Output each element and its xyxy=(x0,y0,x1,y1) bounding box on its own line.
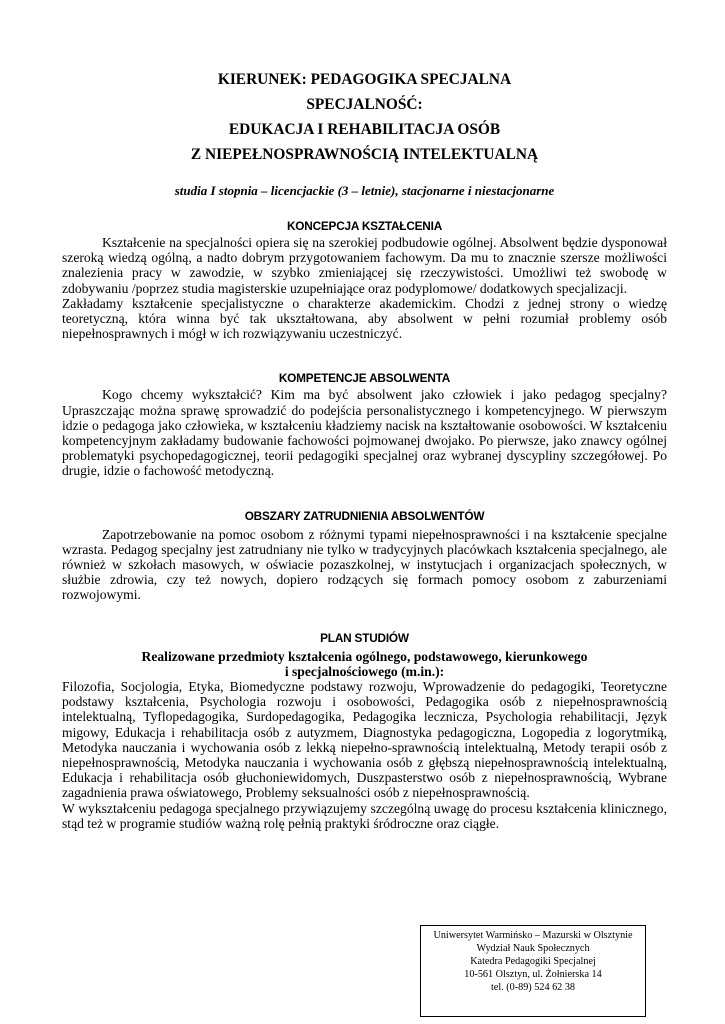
paragraph: W wykształceniu pedagoga specjalnego przywiązujemy szczególną uwagę do procesu kształcenia klinicznego, stąd też w programie studiów ważną rolę pełnią praktyki śródroczne oraz ciągłe. xyxy=(62,800,667,831)
address-line: Wydział Nauk Społecznych xyxy=(476,943,590,954)
section-heading: KONCEPCJA KSZTAŁCENIA xyxy=(286,219,443,233)
title-line-2: SPECJALNOŚĆ: xyxy=(306,96,423,113)
paragraph: Kogo chcemy wykształcić? Kim ma być absolwent jako człowiek i jako pedagog specjalny? Upraszczając można sprawę sprowadzić do podejścia personalistycznego i kompetencyjnego. W pierwszym idzie o pedagoga jako człowieka, w kształceniu kładziemy nacisk na kształtowanie osobowości. W kształceniu kompetencyjnym zakładamy budowanie fachowości pojmowanej dwojako. Po pierwsze, jako znawcy ogólnej problematyki psychopedagogicznej, teorii pedagogiki specjalnej oraz wybranej dyscypliny szczegółowej. Po drugie, idzie o fachowość metodyczną. xyxy=(62,387,667,479)
section-koncepcja xyxy=(62,219,667,341)
section-heading: KOMPETENCJE ABSOLWENTA xyxy=(278,371,451,386)
document-title xyxy=(62,70,667,165)
paragraph: Filozofia, Socjologia, Etyka, Biomedyczne podstawy rozwoju, Wprowadzenie do pedagogiki, Teoretyczne podstawy kształcenia, Psychologia rozwoju i osobowości, Pedagogika osób z niepełnosprawnością intelektualną, Tyflopedagogika, Surdopedagogika, Pedagogika lecznicza, Psychologia rehabilitacji, Język migowy, Edukacja i rehabilitacja osób z autyzmem, Diagnostyka pedagogiczna, Logopedia z logorytmiką, Metodyka nauczania i wychowania osób z lekką niepełno-sprawnością intelektualną, Metody terapii osób z niepełnosprawnością, Metodyka nauczania i wychowania osób z głębszą niepełnosprawnością intelektualną, Edukacja i rehabilitacja osób głuchoniewidomych, Duszpasterstwo osób z niepełnosprawnością, Wybrane zagadnienia prawa oświatowego, Problemy seksualności osób z niepełnosprawnością. xyxy=(62,679,667,801)
section-heading: OBSZARY ZATRUDNIENIA ABSOLWENTÓW xyxy=(244,508,485,523)
study-mode-subtitle: studia I stopnia – licencjackie (3 – letnie), stacjonarne i niestacjonarne xyxy=(174,183,555,198)
section-kompetencje xyxy=(62,371,667,478)
address-line: 10-561 Olsztyn, ul. Żołnierska 14 xyxy=(464,969,602,980)
paragraph: Zakładamy kształcenie specjalistyczne o charakterze akademickim. Chodzi z jednej strony o wiedzę teoretyczną, która winna być tak ukształtowana, aby absolwent w pełni rozumiał problemy osób niepełnosprawnych i mógł w ich rozwiązywaniu uczestniczyć. xyxy=(62,295,667,342)
plan-subheading: i specjalnościowego (m.in.): xyxy=(284,663,445,679)
title-line-3: EDUKACJA I REHABILITACJA OSÓB xyxy=(228,121,501,138)
address-box xyxy=(420,925,646,1017)
document-page xyxy=(62,70,667,831)
section-heading: PLAN STUDIÓW xyxy=(320,630,409,645)
title-line-1: KIERUNEK: PEDAGOGIKA SPECJALNA xyxy=(217,71,512,88)
address-line: Uniwersytet Warmińsko – Mazurski w Olsztynie xyxy=(433,930,633,941)
plan-subheading: Realizowane przedmioty kształcenia ogólnego, podstawowego, kierunkowego xyxy=(141,648,588,664)
address-line: tel. (0-89) 524 62 38 xyxy=(490,982,576,993)
address-line: Katedra Pedagogiki Specjalnej xyxy=(470,956,596,967)
title-line-4: Z NIEPEŁNOSPRAWNOŚCIĄ INTELEKTUALNĄ xyxy=(190,146,539,163)
section-obszary xyxy=(62,509,667,603)
paragraph: Kształcenie na specjalności opiera się na szerokiej podbudowie ogólnej. Absolwent będzie dysponował szeroką wiedzą ogólną, a nadto dobrym przygotowaniem fachowym. Da mu to znacznie szersze możliwości znalezienia pracy w zawodzie, w szybko zmieniającej się rzeczywistości. Umożliwi też swobodę w zdobywaniu /poprzez studia magisterskie uzupełniające oraz podyplomowe/ dodatkowych specjalizacji. xyxy=(62,235,667,296)
paragraph: Zapotrzebowanie na pomoc osobom z różnymi typami niepełnosprawności i na kształcenie specjalne wzrasta. Pedagog specjalny jest zatrudniany nie tylko w tradycyjnych placówkach kształcenia specjalnego, ale również w szkołach masowych, w oświacie pozaszkolnej, w instytucjach i organizacjach społecznych, w służbie zdrowia, czy też nowych, dopiero rodzących się formach pomocy osobom z zaburzeniami rozwojowymi. xyxy=(62,526,667,603)
section-plan xyxy=(62,631,667,831)
